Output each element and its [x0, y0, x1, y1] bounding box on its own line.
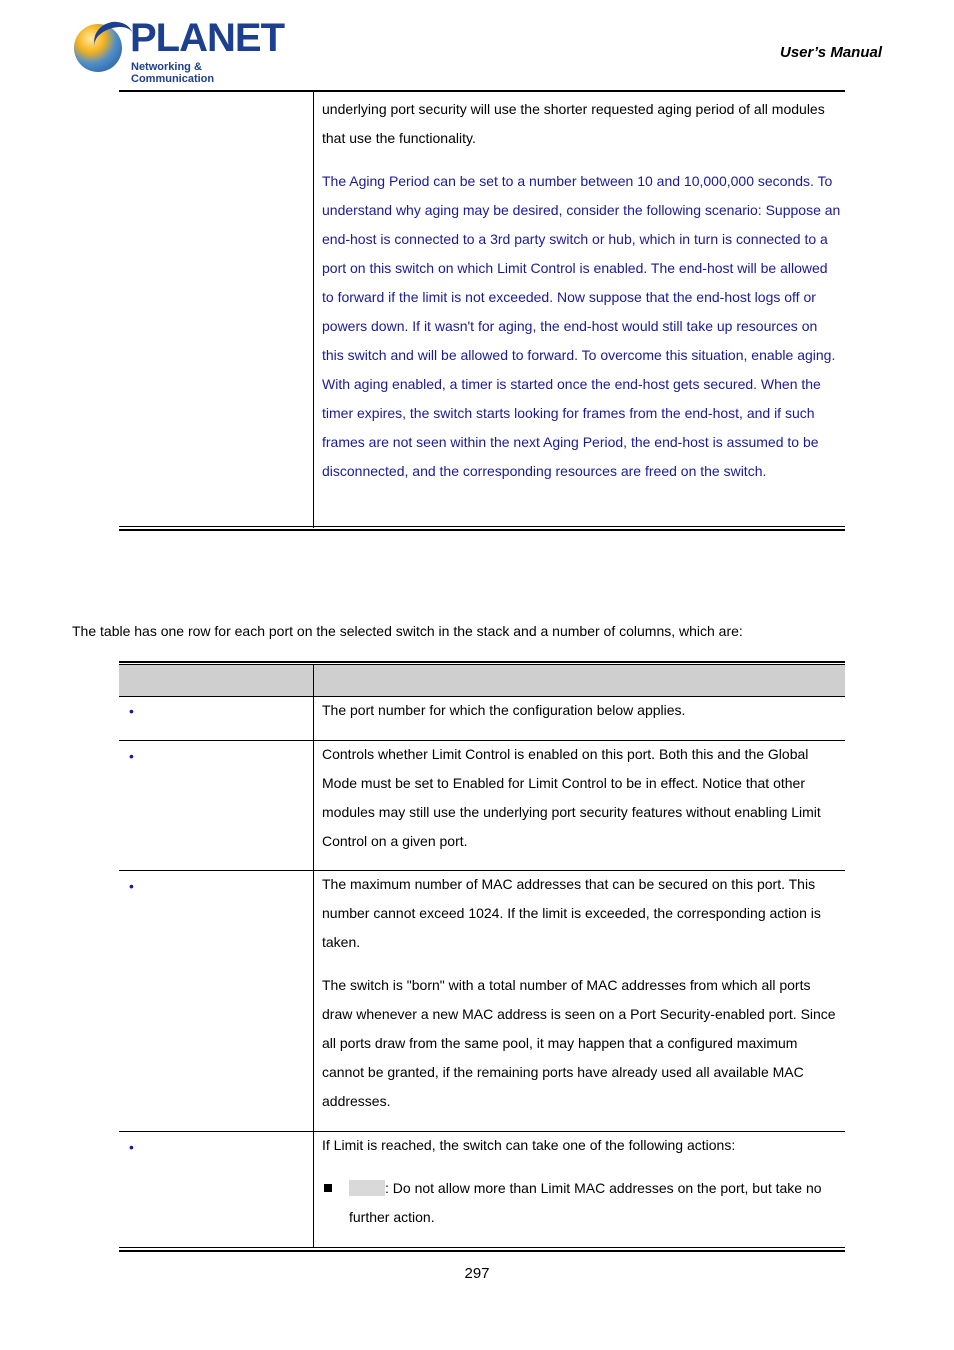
page-number: 297 — [464, 1265, 490, 1282]
logo-wordmark: PLANET — [130, 16, 284, 60]
port-description: The port number for which the configuration below applies. — [322, 702, 686, 718]
action-none-item — [349, 1174, 844, 1232]
row-bullet: • — [129, 748, 134, 764]
table-top-border — [119, 90, 845, 92]
port-config-table — [119, 661, 845, 1253]
planet-logo — [74, 16, 284, 85]
table-bottom-border-1 — [119, 1247, 845, 1248]
table-top-border — [119, 661, 845, 663]
limit-control-description: Controls whether Limit Control is enabled on this port. Both this and the Global Mode must be set to Enabled for Limit Control to be in effect. Notice that other modules may still use the underlying port security features without enabling Limit Control on a given port. — [322, 746, 821, 849]
logo-tagline: Networking & Communication — [131, 61, 215, 85]
aging-period-description: The Aging Period can be set to a number between 10 and 10,000,000 seconds. To understand why aging may be desired, consider the following scenario: Suppose an end-host is connected to a 3rd party switch or hub, which in turn is connected to a port on this switch on which Limit Control is enabled. The end-host will be allowed to forward if the limit is not exceeded. Now suppose that the end-host logs off or powers down. If it wasn't for aging, the end-host would still take up resources on this switch and will be allowed to forward. To overcome this situation, enable aging. With aging enabled, a timer is started once the end-host gets secured. When the timer expires, the switch starts looking for frames from the end-host, and if such frames are not seen within the next Aging Period, the end-host is assumed to be disconnected, and the corresponding resources are freed on the switch. — [322, 173, 841, 479]
column-divider — [313, 92, 314, 528]
aging-note-text: underlying port security will use the shorter requested aging period of all modules that use the functionality. — [322, 101, 825, 146]
square-bullet-icon — [324, 1184, 332, 1192]
manual-label: User’s Manual — [780, 44, 882, 61]
table-header-row — [119, 665, 845, 696]
table-bottom-border-1 — [119, 526, 845, 527]
intro-text: The table has one row for each port on the selected switch in the stack and a number of columns, which are: — [72, 623, 743, 639]
row-bullet: • — [129, 878, 134, 894]
table-bottom-border-2 — [119, 529, 845, 531]
highlighted-term — [349, 1180, 385, 1196]
table-bottom-border-2 — [119, 1250, 845, 1252]
limit-description: The maximum number of MAC addresses that can be secured on this port. This number cannot exceed 1024. If the limit is exceeded, the corresponding action is taken. — [322, 876, 821, 950]
column-divider — [313, 665, 314, 1247]
row-bullet: • — [129, 1139, 134, 1155]
mac-pool-description: The switch is "born" with a total number of MAC addresses from which all ports draw whenever a new MAC address is seen on a Port Security-enabled port. Since all ports draw from the same pool, it may happen that a configured maximum cannot be granted, if the remaining ports have already used all available MAC addresses. — [322, 977, 836, 1109]
top-table — [119, 90, 845, 532]
action-none-text: : Do not allow more than Limit MAC addresses on the port, but take no further action. — [349, 1180, 822, 1225]
row-bullet: • — [129, 703, 134, 719]
action-description: If Limit is reached, the switch can take one of the following actions: — [322, 1137, 736, 1153]
